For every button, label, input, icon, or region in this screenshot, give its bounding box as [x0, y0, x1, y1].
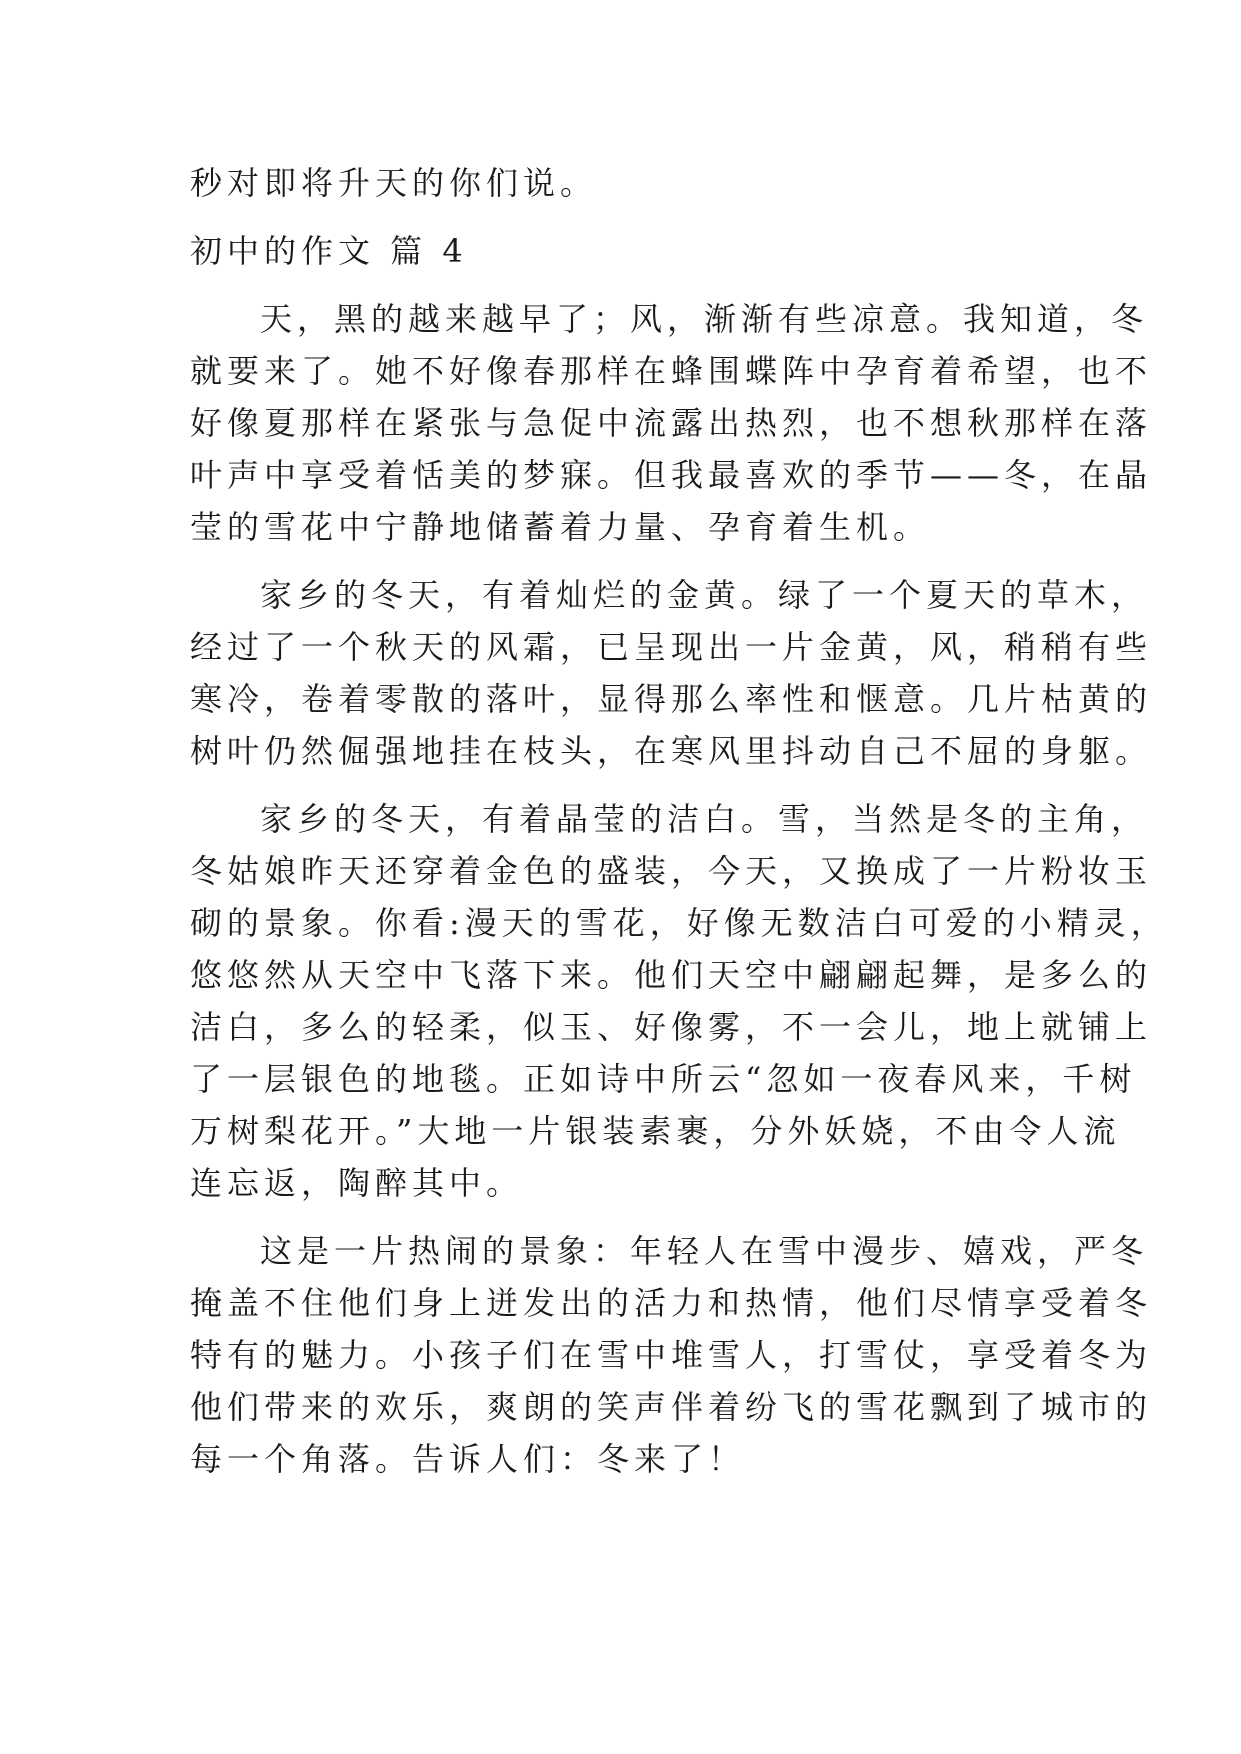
text-line: 家乡的冬天，有着晶莹的洁白。雪，当然是冬的主角， — [260, 800, 1149, 838]
paragraph-4 — [190, 1225, 1153, 1485]
paragraph-gap — [190, 553, 1060, 569]
paragraph-3 — [190, 793, 1168, 1209]
essay-text — [190, 157, 1168, 1485]
text-line: 家乡的冬天，有着灿烂的金黄。绿了一个夏天的草木， — [260, 576, 1149, 614]
paragraph-1 — [190, 293, 1153, 553]
text-line: 天，黑的越来越早了；风，渐渐有些凉意。我知道，冬 — [260, 300, 1149, 338]
text-line: 树叶仍然倔强地挂在枝头，在寒风里抖动自己不屈的身躯。 — [190, 732, 1153, 770]
paragraph-gap — [190, 277, 1060, 293]
paragraph-gap — [190, 209, 1060, 225]
text-line: 就要来了。她不好像春那样在蜂围蝶阵中孕育着希望，也不 — [190, 352, 1153, 390]
text-line: 悠悠然从天空中飞落下来。他们天空中翩翩起舞，是多么的 — [190, 956, 1153, 994]
text-line-continued: 秒对即将升天的你们说。 — [190, 164, 598, 202]
text-line: 经过了一个秋天的风霜，已呈现出一片金黄，风，稍稍有些 — [190, 628, 1153, 666]
text-line: 万树梨花开。”大地一片银装素裹，分外妖娆，不由令人流 — [190, 1112, 1121, 1150]
text-line: 掩盖不住他们身上迸发出的活力和热情，他们尽情享受着冬 — [190, 1284, 1153, 1322]
essay-heading: 初中的作文 篇 4 — [190, 232, 468, 270]
text-line: 连忘返，陶醉其中。 — [190, 1164, 524, 1202]
text-line: 特有的魅力。小孩子们在雪中堆雪人，打雪仗，享受着冬为 — [190, 1336, 1153, 1374]
paragraph-2 — [190, 569, 1153, 777]
text-line: 寒冷，卷着零散的落叶，显得那么率性和惬意。几片枯黄的 — [190, 680, 1153, 718]
text-line: 冬姑娘昨天还穿着金色的盛装，今天，又换成了一片粉妆玉 — [190, 852, 1153, 890]
paragraph-gap — [190, 777, 1060, 793]
text-line: 叶声中享受着恬美的梦寐。但我最喜欢的季节——冬，在晶 — [190, 456, 1153, 494]
text-line: 莹的雪花中宁静地储蓄着力量、孕育着生机。 — [190, 508, 931, 546]
text-line: 洁白，多么的轻柔，似玉、好像雾，不一会儿，地上就铺上 — [190, 1008, 1153, 1046]
paragraph-gap — [190, 1209, 1060, 1225]
text-line: 每一个角落。告诉人们：冬来了！ — [190, 1440, 746, 1478]
text-line: 了一层银色的地毯。正如诗中所云“忽如一夜春风来，千树 — [190, 1060, 1137, 1098]
text-line: 砌的景象。你看:漫天的雪花，好像无数洁白可爱的小精灵， — [190, 904, 1168, 942]
text-line: 他们带来的欢乐，爽朗的笑声伴着纷飞的雪花飘到了城市的 — [190, 1388, 1153, 1426]
text-line: 好像夏那样在紧张与急促中流露出热烈，也不想秋那样在落 — [190, 404, 1153, 442]
text-line: 这是一片热闹的景象：年轻人在雪中漫步、嬉戏，严冬 — [260, 1232, 1149, 1270]
